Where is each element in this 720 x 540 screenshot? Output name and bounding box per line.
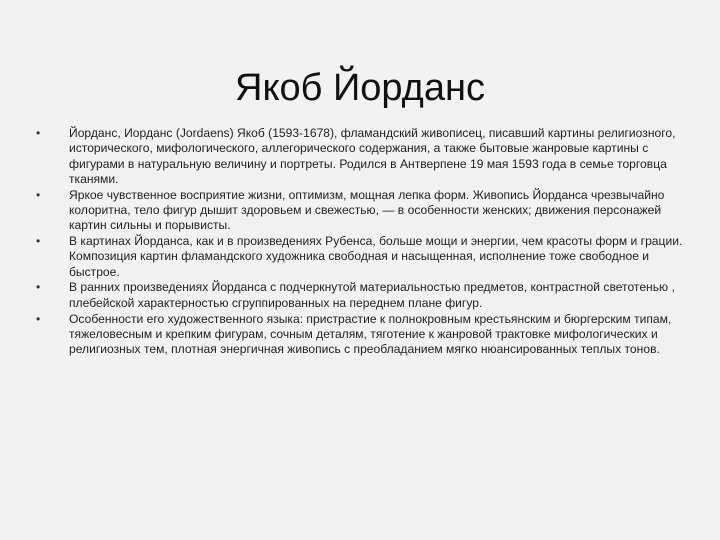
bullet-text: В ранних произведениях Йорданса с подчеркнутой материальностью предметов, контрастной светотенью , плебейской характерностью сгруппированных на переднем плане фигур.	[69, 280, 675, 310]
slide-title: Якоб Йорданс	[235, 67, 485, 110]
bullet-dot: •	[36, 187, 41, 202]
bullet-item	[36, 188, 686, 234]
bullet-item	[36, 280, 686, 311]
bullet-dot: •	[36, 126, 41, 140]
bullet-list	[36, 126, 686, 358]
bullet-dot: •	[36, 234, 41, 249]
bullet-text: В картинах Йорданса, как и в произведениях Рубенса, больше мощи и энергии, чем красоты форм и грации. Композиция картин фламандского художника свободная и насыщенная, исполнение тоже свободное и быстрое.	[69, 234, 683, 279]
bullet-item	[36, 234, 686, 280]
bullet-text: Особенности его художественного языка: пристрастие к полнокровным крестьянским и бюргерским типам, тяжеловесным и крепким фигурам, сочным деталям, тяготение к жанровой трактовке мифологических и религиозных тем, плотная энергичная живопись с преобладанием мягко нюансированных теплых тонов.	[69, 311, 672, 357]
bullet-item	[36, 126, 686, 187]
bullet-text: Яркое чувственное восприятие жизни, оптимизм, мощная лепка форм. Живопись Йорданса чрезвычайно колоритна, тело фигур дышит здоровьем и свежестью, — в особенности женских; движения персонажей картин сильны и порывисты.	[69, 187, 665, 233]
bullet-item	[36, 312, 686, 358]
bullet-dot: •	[36, 280, 41, 295]
bullet-dot: •	[36, 311, 41, 326]
bullet-text: Йорданс, Иорданс (Jordaens) Якоб (1593-1678), фламандский живописец, писавший картины религиозного, исторического, мифологического, аллегорического содержания, а также бытовые жанровые картины с фигурами в натуральную величину и портреты. Родился в Антверпене 19 мая 1593 года в семье торговца тканями.	[69, 126, 676, 186]
